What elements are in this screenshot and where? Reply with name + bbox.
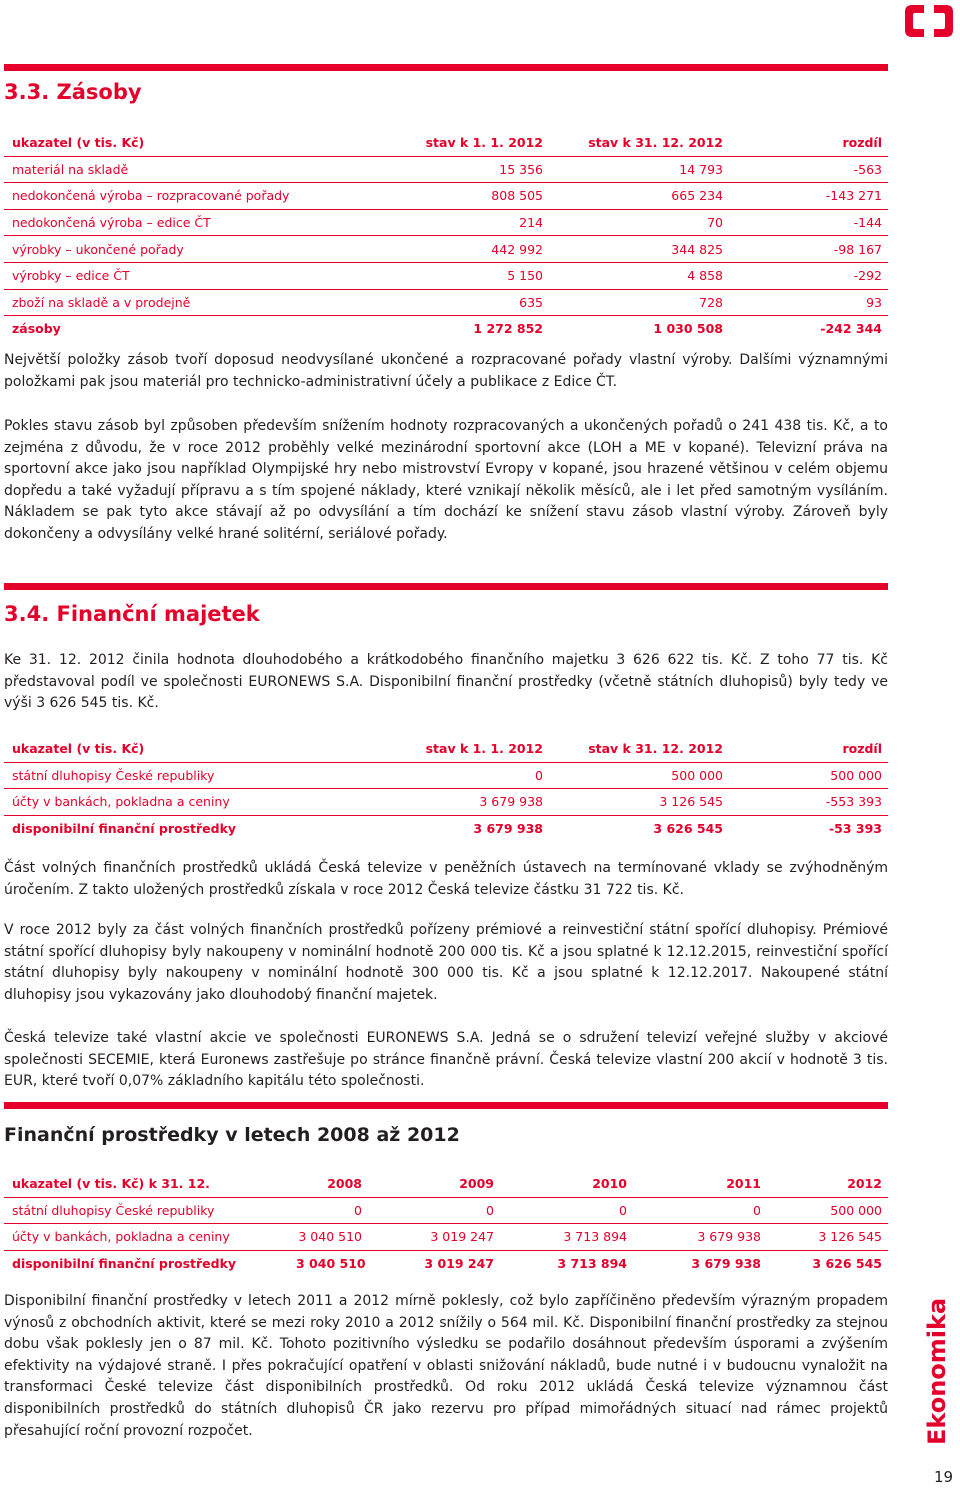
section-divider — [4, 1102, 888, 1109]
cell: 214 — [404, 209, 549, 236]
cell: -143 271 — [729, 183, 888, 210]
table-header-row — [4, 736, 888, 762]
row-label: účty v bankách, pokladna a ceniny — [4, 789, 404, 816]
top-accent-bar — [4, 64, 888, 71]
section-title-prostredky: Finanční prostředky v letech 2008 až 2012 — [4, 1124, 460, 1146]
cell: 3 040 510 — [296, 1256, 366, 1272]
col-header: rozdíl — [729, 736, 888, 762]
cell: 4 858 — [549, 262, 729, 289]
cell: 14 793 — [549, 156, 729, 183]
cell: 3 126 545 — [767, 1224, 888, 1251]
cell: 3 679 938 — [404, 789, 549, 816]
col-header: stav k 1. 1. 2012 — [404, 736, 549, 762]
paragraph: Česká televize také vlastní akcie ve společnosti EURONEWS S.A. Jedná se o sdružení televizí veřejné služby v akciové společnosti SECEMIE, která Euronews zastřešuje po stránce finančně právní. Česká televize vlastní 200 akcií v hodnotě 3 tis. EUR, které tvoří 0,07% základního kapitálu této společnosti. — [4, 1030, 888, 1090]
row-label: nedokončená výroba – rozpracované pořady — [4, 183, 404, 210]
cell: -144 — [729, 209, 888, 236]
table-row — [4, 209, 888, 236]
cell: 808 505 — [404, 183, 549, 210]
cell: 3 019 247 — [368, 1224, 500, 1251]
cell: 93 — [729, 289, 888, 316]
col-header: 2011 — [633, 1171, 767, 1197]
cell: 0 — [500, 1197, 633, 1224]
cell: 0 — [633, 1197, 767, 1224]
table-row — [4, 289, 888, 316]
table-total-row — [4, 1250, 888, 1276]
section-title-zasoby: 3.3. Zásoby — [4, 80, 142, 104]
paragraph: Disponibilní finanční prostředky v letech 2011 a 2012 mírně poklesly, což bylo zapříčiněno především výrazným propadem výnosů z obchodních aktivit, které se mezi roky 2010 a 2012 snížily o 564 mil. Kč. Disponibilní finanční prostředky za stejnou dobu však poklesly jen o 87 mil. Kč. Tohoto pozitivního výsledku se podařilo dosáhnout především úsporami a zvýšením efektivity na výdajové straně. I přes pokračující opatření v oblasti snižování nákladů, bude nutné i v budoucnu vynaložit na transformaci České televize část disponibilních prostředků. Od roku 2012 ukládá Česká televize významnou část disponibilních prostředků do státních dluhopisů ČR jako rezervu pro případ mimořádných situací nad rámec projektů přesahující roční provozní rozpočet. — [4, 1293, 888, 1439]
cell: 70 — [549, 209, 729, 236]
cell: 1 272 852 — [473, 321, 543, 337]
table-total-row — [4, 815, 888, 841]
ct-logo-icon — [902, 2, 956, 40]
table-row — [4, 262, 888, 289]
paragraph: Ke 31. 12. 2012 činila hodnota dlouhodobého a krátkodobého finančního majetku 3 626 622 tis. Kč. Z toho 77 tis. Kč představoval podíl ve společnosti EURONEWS S.A. Disponibilní finanční prostředky (včetně státních dluhopisů) byly tedy ve výši 3 626 545 tis. Kč. — [4, 652, 888, 712]
col-header: 2012 — [767, 1171, 888, 1197]
table-total-row — [4, 316, 888, 342]
cell: 3 713 894 — [557, 1256, 627, 1272]
cell: 0 — [288, 1197, 368, 1224]
row-label: účty v bankách, pokladna a ceniny — [4, 1224, 288, 1251]
cell: 3 679 938 — [633, 1224, 767, 1251]
cell: 3 019 247 — [424, 1256, 494, 1272]
table-header-row — [4, 130, 888, 156]
cell: -53 393 — [828, 821, 882, 837]
row-label: materiál na skladě — [4, 156, 404, 183]
cell: 5 150 — [404, 262, 549, 289]
row-label: disponibilní finanční prostředky — [12, 1256, 237, 1272]
cell: 0 — [368, 1197, 500, 1224]
paragraph: V roce 2012 byly za část volných finančních prostředků pořízeny prémiové a reinvestiční státní spořící dluhopisy. Prémiové státní spořící dluhopisy byly nakoupeny v nominální hodnotě 200 000 tis. Kč a jsou splatné k 12.12.2015, reinvestiční spořící státní dluhopisy byly nakoupeny v nominální hodnotě 300 000 tis. Kč a jsou splatné k 12.12.2017. Nakoupené státní dluhopisy jsou vykazovány jako dlouhodobý finanční majetek. — [4, 922, 888, 1003]
cell: 500 000 — [729, 762, 888, 789]
row-label: zboží na skladě a v prodejně — [4, 289, 404, 316]
table-row — [4, 1224, 888, 1251]
table-row — [4, 762, 888, 789]
chapter-side-label: Ekonomika — [923, 1297, 951, 1445]
table-header-row — [4, 1171, 888, 1197]
cell: -242 344 — [820, 321, 882, 337]
row-label: výrobky – edice ČT — [4, 262, 404, 289]
cell: 442 992 — [404, 236, 549, 263]
row-label: státní dluhopisy České republiky — [4, 1197, 288, 1224]
table-row — [4, 183, 888, 210]
paragraph: Největší položky zásob tvoří doposud neodvysílané ukončené a rozpracované pořady vlastní výroby. Dalšími významnými položkami pak jsou materiál pro technicko-administrativní účely a publikace z Edice ČT. — [4, 352, 888, 390]
cell: 728 — [549, 289, 729, 316]
cell: 3 626 545 — [653, 821, 723, 837]
cell: 3 679 938 — [691, 1256, 761, 1272]
prostredky-table — [4, 1171, 888, 1276]
cell: 15 356 — [404, 156, 549, 183]
section-title-financni-majetek: 3.4. Finanční majetek — [4, 602, 260, 626]
page-number: 19 — [934, 1468, 954, 1486]
row-label: státní dluhopisy České republiky — [4, 762, 404, 789]
section-divider — [4, 583, 888, 590]
col-header: ukazatel (v tis. Kč) — [4, 736, 404, 762]
table-row — [4, 236, 888, 263]
financni-majetek-table — [4, 736, 888, 841]
paragraph: Část volných finančních prostředků ukládá Česká televize v peněžních ústavech na termínované vklady se zvýhodněným úročením. Z takto uložených prostředků získala v roce 2012 Česká televize částku 31 722 tis. Kč. — [4, 860, 888, 898]
cell: 3 040 510 — [288, 1224, 368, 1251]
zasoby-table — [4, 130, 888, 342]
cell: 1 030 508 — [653, 321, 723, 337]
table-row — [4, 156, 888, 183]
cell: 500 000 — [767, 1197, 888, 1224]
col-header: stav k 31. 12. 2012 — [549, 130, 729, 156]
col-header: stav k 31. 12. 2012 — [549, 736, 729, 762]
cell: 3 626 545 — [812, 1256, 882, 1272]
row-label: disponibilní finanční prostředky — [12, 821, 237, 837]
col-header: rozdíl — [729, 130, 888, 156]
col-header: ukazatel (v tis. Kč) — [4, 130, 404, 156]
cell: 0 — [404, 762, 549, 789]
col-header: 2010 — [500, 1171, 633, 1197]
col-header: 2009 — [368, 1171, 500, 1197]
paragraph: Pokles stavu zásob byl způsoben především snížením hodnoty rozpracovaných a ukončených pořadů o 241 438 tis. Kč, a to zejména z důvodu, že v roce 2012 proběhly velké mezinárodní sportovní akce (LOH a ME v kopané). Televizní práva na sportovní akce jako jsou například Olympijské hry nebo mistrovství Evropy v kopané, jsou hrazené většinou v celém objemu dopředu a také vyžadují přípravu a s tím spojené náklady, které vznikají několik měsíců, ale i let před samotným vysíláním. Nákladem se pak tyto akce stávají až po odvysílání a tím dochází ke snížení stavu zásob vlastní výroby. Zároveň byly dokončeny a odvysílány velké hrané solitérní, seriálové pořady. — [4, 418, 888, 542]
col-header: ukazatel (v tis. Kč) k 31. 12. — [4, 1171, 288, 1197]
cell: 665 234 — [549, 183, 729, 210]
cell: 3 713 894 — [500, 1224, 633, 1251]
cell: -563 — [729, 156, 888, 183]
row-label: výrobky – ukončené pořady — [4, 236, 404, 263]
cell: -553 393 — [729, 789, 888, 816]
col-header: stav k 1. 1. 2012 — [404, 130, 549, 156]
cell: 635 — [404, 289, 549, 316]
row-label: zásoby — [12, 321, 61, 337]
cell: 3 126 545 — [549, 789, 729, 816]
table-row — [4, 1197, 888, 1224]
cell: -98 167 — [729, 236, 888, 263]
col-header: 2008 — [288, 1171, 368, 1197]
cell: 3 679 938 — [473, 821, 543, 837]
table-row — [4, 789, 888, 816]
cell: -292 — [729, 262, 888, 289]
row-label: nedokončená výroba – edice ČT — [4, 209, 404, 236]
cell: 344 825 — [549, 236, 729, 263]
cell: 500 000 — [549, 762, 729, 789]
